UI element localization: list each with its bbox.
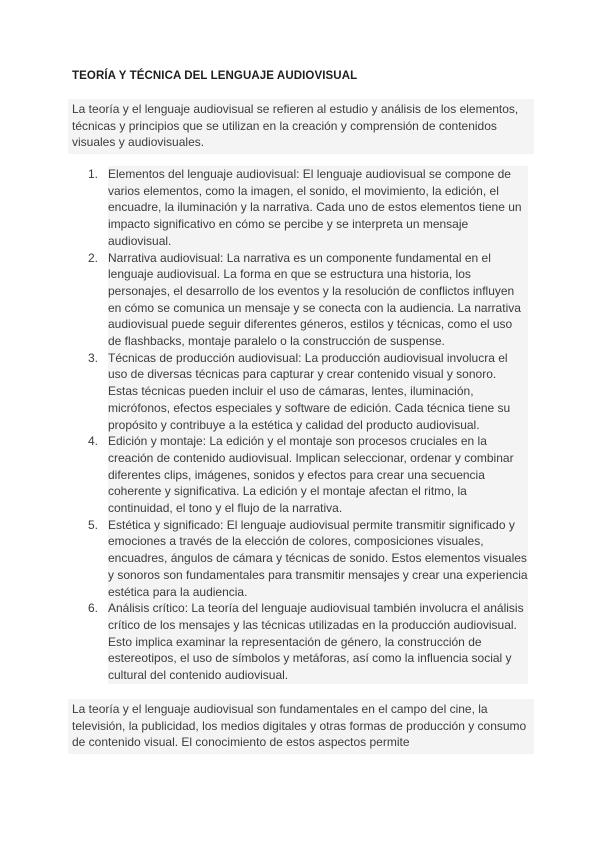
intro-paragraph: La teoría y el lenguaje audiovisual se refieren al estudio y análisis de los elementos, técnicas y principios que se utilizan en la creación y comprensión de contenidos visuales y audiovisuales. [68,99,534,154]
list-item-text: Técnicas de producción audiovisual: La producción audiovisual involucra el uso de diversas técnicas para capturar y crear contenido visual y sonoro. Estas técnicas pueden incluir el uso de cámaras, lentes, iluminación, micrófonos, efectos especiales y software de edición. Cada técnica tiene su propósito y contribuye a la estética y calidad del producto audiovisual. [108,350,528,434]
list-item [88,250,528,350]
list-item-text: Elementos del lenguaje audiovisual: El lenguaje audiovisual se compone de varios elementos, como la imagen, el sonido, el movimiento, la edición, el encuadre, la iluminación y la narrativa. Cada uno de estos elementos tiene un impacto significativo en cómo se percibe y se interpreta un mensaje audiovisual. [108,166,528,250]
list-item-number: 2. [88,250,99,265]
list-item-text: Estética y significado: El lenguaje audiovisual permite transmitir significado y emociones a través de la elección de colores, composiciones visuales, encuadres, ángulos de cámara y técnicas de sonido. Estos elementos visuales y sonoros son fundamentales para transmitir mensajes y crear una experiencia estética para la audiencia. [108,517,528,599]
list-item [88,350,528,434]
list-item [88,433,528,517]
list-item-text: Análisis crítico: La teoría del lenguaje audiovisual también involucra el análisis crítico de los mensajes y las técnicas utilizadas en la producción audiovisual. Esto implica examinar la representación de género, la construcción de estereotipos, el uso de símbolos y metáforas, así como la influencia social y cultural del contenido audiovisual. [108,600,528,684]
list-item-number: 6. [88,601,99,616]
list-item [88,166,528,250]
list-item-number: 1. [88,167,99,181]
list-item [88,600,528,684]
list-item-text: Narrativa audiovisual: La narrativa es un componente fundamental en el lenguaje audiovisual. La forma en que se estructura una historia, los personajes, el desarrollo de los eventos y la resolución de conflictos influyen en cómo se comunica un mensaje y se conecta con la audiencia. La narrativa audiovisual puede seguir diferentes géneros, estilos y técnicas, como el uso de flashbacks, montaje paralelo o la construcción de suspense. [108,250,528,350]
list-item-number: 5. [88,517,99,532]
document-title: TEORÍA Y TÉCNICA DEL LENGUAJE AUDIOVISUAL [72,70,358,82]
closing-paragraph: La teoría y el lenguaje audiovisual son fundamentales en el campo del cine, la televisión, la publicidad, los medios digitales y otras formas de producción y consumo de contenido visual. El conocimiento de estos aspectos permite [68,699,534,754]
list-item-text: Edición y montaje: La edición y el montaje son procesos cruciales en la creación de contenido audiovisual. Implican seleccionar, ordenar y combinar diferentes clips, imágenes, sonidos y efectos para crear una secuencia coherente y significativa. La edición y el montaje afectan el ritmo, la continuidad, el tono y el flujo de la narrativa. [108,433,528,517]
list-item-number: 4. [88,434,99,449]
list-item-number: 3. [88,350,99,365]
numbered-list [88,166,528,684]
list-item [88,517,528,601]
